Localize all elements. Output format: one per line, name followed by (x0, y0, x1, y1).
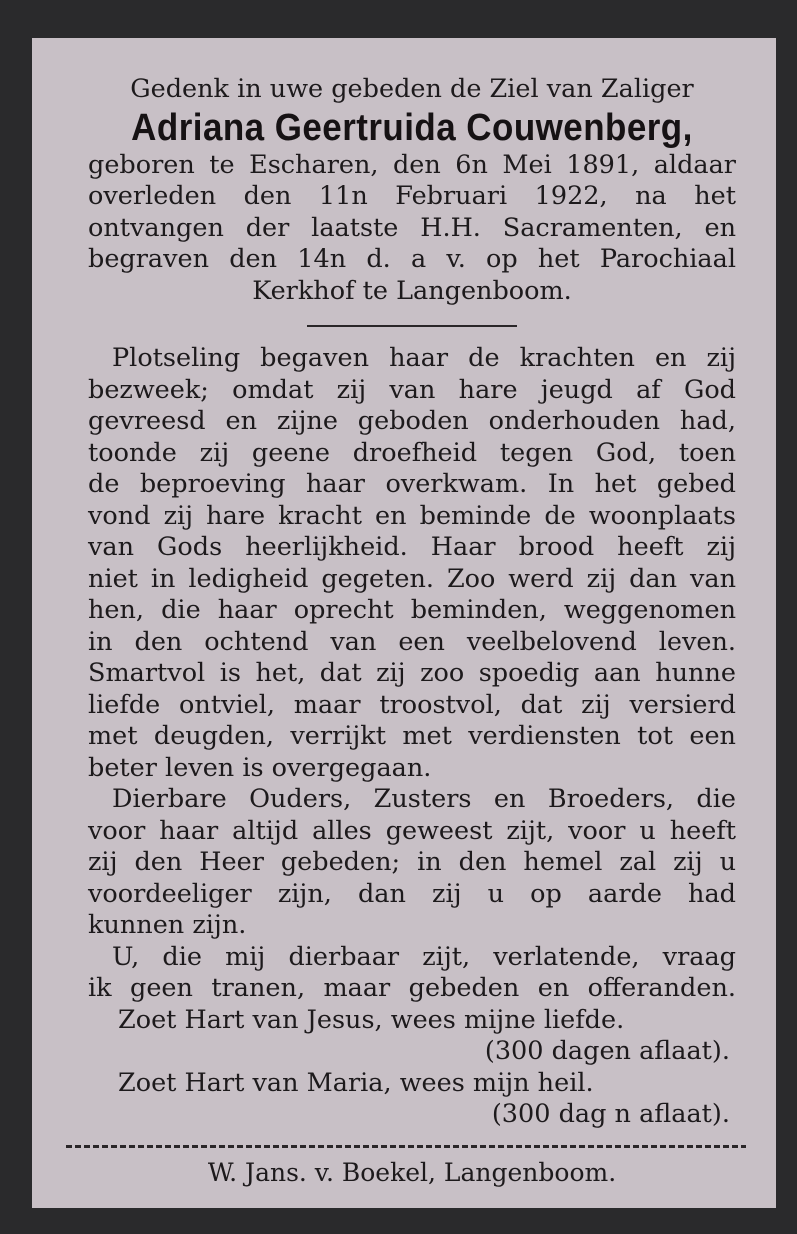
intro-line: Gedenk in uwe gebeden de Ziel van Zaliger (130, 74, 694, 104)
text-line: voor haar altijd alles geweest zijt, voor u heeft (88, 815, 736, 846)
text-line: toonde zij geene droefheid tegen God, toen (88, 437, 736, 468)
text-line: ik geen tranen, maar gebeden en offeranden. (88, 973, 736, 1003)
paragraph-3 (88, 942, 736, 1005)
text-line: van Gods heerlijkheid. Haar brood heeft zij (88, 532, 736, 562)
deceased-name: Adriana Geertruida Couwenberg, (131, 106, 693, 149)
text-line: niet in ledigheid gegeten. Zoo werd zij dan van (88, 563, 736, 594)
bio-line: Kerkhof te Langenboom. (252, 275, 572, 306)
text-line: Plotseling begaven haar de krachten en zij (112, 343, 736, 373)
bio-line: begraven den 14n d. a v. op het Parochiaal (88, 244, 736, 274)
text-line: in den ochtend van een veelbelovend leven. (88, 626, 736, 657)
text-line: gevreesd en zijne geboden onderhouden had, (88, 406, 736, 436)
text-line: beter leven is overgegaan. (88, 752, 432, 783)
footer-divider (66, 1145, 746, 1148)
memorial-card (32, 38, 776, 1208)
text-line: de beproeving haar overkwam. In het gebed (88, 469, 736, 499)
indulgence-maria: (300 dag n aflaat). (491, 1099, 730, 1129)
text-line: vond zij hare kracht en beminde de woonplaats (88, 500, 736, 531)
text-line: hen, die haar oprecht beminden, weggenomen (88, 595, 736, 625)
text-line: kunnen zijn. (88, 910, 247, 940)
text-line: met deugden, verrijkt met verdiensten tot een (88, 721, 736, 751)
text-line: U, die mij dierbaar zijt, verlatende, vraag (112, 941, 736, 972)
paragraph-1 (88, 343, 736, 784)
bio-line: geboren te Escharen, den 6n Mei 1891, aldaar (88, 149, 736, 180)
prayer-maria: Zoet Hart van Maria, wees mijn heil. (118, 1067, 594, 1098)
divider (307, 325, 517, 327)
text-line: Smartvol is het, dat zij zoo spoedig aan hunne (88, 658, 736, 688)
printer-credit: W. Jans. v. Boekel, Langenboom. (207, 1157, 617, 1187)
prayer-jesus: Zoet Hart van Jesus, wees mijne liefde. (118, 1004, 625, 1035)
text-line: liefde ontviel, maar troostvol, dat zij versierd (88, 689, 736, 720)
prayers (88, 1005, 736, 1131)
text-line: zij den Heer gebeden; in den hemel zal zij u (88, 847, 736, 877)
paragraph-2 (88, 784, 736, 942)
bio-line: ontvangen der laatste H.H. Sacramenten, en (88, 212, 736, 243)
text-line: bezweek; omdat zij van hare jeugd af God (88, 374, 736, 405)
biography (88, 150, 736, 308)
text-line: voordeeliger zijn, dan zij u op aarde had (88, 878, 736, 909)
indulgence-jesus: (300 dagen aflaat). (484, 1036, 730, 1066)
text-line: Dierbare Ouders, Zusters en Broeders, die (112, 784, 736, 814)
bio-line: overleden den 11n Februari 1922, na het (88, 181, 736, 211)
